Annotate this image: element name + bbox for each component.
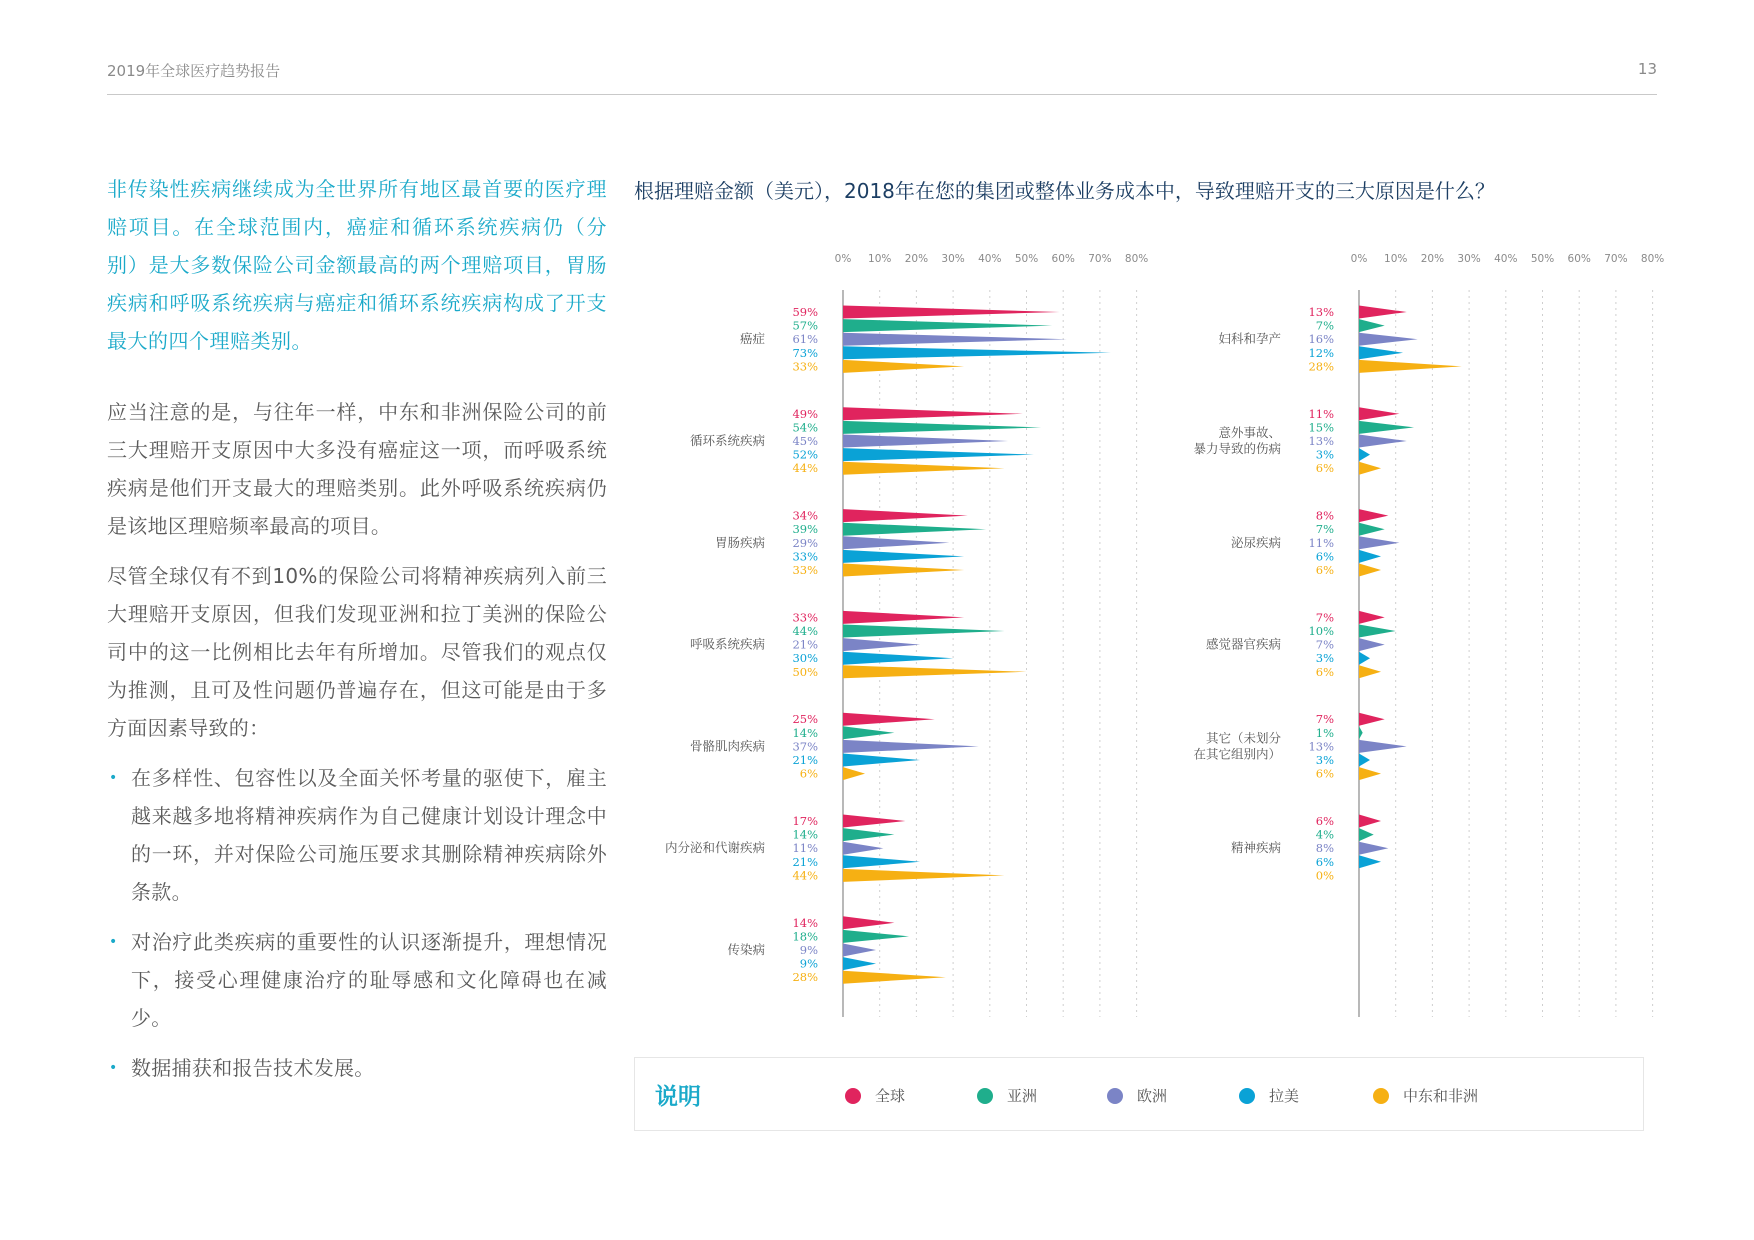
tick-label: 40% [978, 253, 1002, 265]
bar [1359, 306, 1407, 319]
data-label: 9% [799, 943, 818, 957]
data-label: 4% [1315, 827, 1334, 842]
bar [1359, 523, 1385, 536]
legend-item-europe [1107, 1085, 1167, 1106]
data-label: 3% [1315, 447, 1334, 462]
bar [843, 550, 964, 563]
data-label: 33% [792, 549, 818, 564]
data-label: 33% [792, 563, 818, 577]
bar [843, 611, 964, 624]
bullet-text: 数据捕获和报告技术发展。 [131, 1056, 375, 1080]
bar [1359, 652, 1370, 665]
bar [843, 360, 964, 373]
bar [1359, 346, 1403, 359]
tick-label: 70% [1604, 253, 1628, 265]
tick-label: 0% [834, 253, 852, 265]
legend-label: 全球 [875, 1087, 906, 1105]
data-label: 11% [792, 841, 818, 856]
bar [843, 767, 865, 780]
data-label: 9% [799, 956, 818, 971]
bar [843, 536, 949, 549]
legend-item-latam [1239, 1085, 1299, 1106]
bar [843, 842, 883, 855]
legend-swatch-icon [977, 1088, 993, 1104]
data-label: 28% [1308, 359, 1334, 374]
bar [1359, 407, 1399, 420]
data-label: 21% [792, 854, 818, 869]
tick-label: 10% [868, 253, 892, 265]
bar [1359, 625, 1396, 638]
bar [1359, 319, 1385, 332]
body-paragraph-1: 应当注意的是，与往年一样，中东和非洲保险公司的前三大理赔开支原因中大多没有癌症这一项，而呼吸系统疾病是他们开支最大的理赔类别。此外呼吸系统疾病仍是该地区理赔频率最高的项目。 [107, 400, 607, 538]
data-label: 33% [792, 359, 818, 374]
tick-label: 0% [1350, 253, 1368, 265]
data-label: 3% [1315, 651, 1334, 666]
bar [843, 435, 1008, 448]
bar [843, 740, 979, 753]
data-label: 21% [792, 637, 818, 652]
legend-label: 中东和非洲 [1403, 1087, 1479, 1105]
category-label: 传染病 [727, 942, 765, 957]
data-label: 6% [799, 766, 818, 781]
data-label: 6% [1315, 664, 1334, 679]
bar [843, 333, 1067, 346]
legend-swatch-icon [845, 1088, 861, 1104]
tick-label: 80% [1124, 253, 1149, 265]
tick-label: 60% [1567, 253, 1591, 265]
bar [843, 944, 876, 957]
bar [843, 930, 909, 943]
tick-label: 30% [1457, 253, 1481, 265]
page-number: 13 [1637, 60, 1657, 78]
tick-label: 20% [1420, 253, 1445, 265]
bar [1359, 550, 1381, 563]
data-label: 18% [792, 929, 818, 944]
legend-label: 拉美 [1269, 1087, 1300, 1105]
bar [843, 652, 953, 665]
tick-label: 10% [1384, 253, 1408, 265]
data-label: 7% [1315, 637, 1334, 652]
bar [1359, 842, 1388, 855]
data-label: 7% [1315, 522, 1334, 537]
bar [843, 407, 1023, 420]
bar [1359, 855, 1381, 868]
category-label: 暴力导致的伤病 [1193, 441, 1281, 456]
data-label: 54% [792, 420, 818, 435]
data-label: 3% [1315, 753, 1334, 767]
category-label: 癌症 [739, 331, 765, 347]
legend-title: 说明 [655, 1084, 701, 1110]
data-label: 10% [1308, 624, 1334, 638]
bar [1359, 448, 1370, 461]
bar [1359, 754, 1370, 767]
bar [843, 625, 1004, 638]
bar [843, 564, 964, 577]
data-label: 8% [1315, 841, 1334, 856]
data-label: 6% [1315, 563, 1334, 577]
data-label: 29% [792, 535, 818, 550]
legend-swatch-icon [1239, 1088, 1255, 1104]
data-label: 6% [1315, 549, 1334, 564]
category-label: 精神疾病 [1230, 840, 1281, 856]
bar [1359, 713, 1385, 726]
data-label: 6% [1315, 461, 1334, 476]
data-label: 73% [792, 345, 818, 360]
data-label: 7% [1315, 712, 1334, 727]
bullet-icon: • [109, 770, 118, 786]
bar [843, 726, 894, 739]
data-label: 28% [792, 970, 818, 985]
legend-item-mea [1373, 1085, 1478, 1106]
data-label: 12% [1308, 345, 1334, 360]
data-label: 44% [792, 461, 818, 476]
bar [1359, 333, 1418, 346]
category-label: 感觉器官疾病 [1205, 636, 1281, 652]
tick-label: 50% [1014, 253, 1039, 265]
data-label: 1% [1315, 725, 1334, 740]
bar [1359, 740, 1407, 753]
bar [1359, 611, 1385, 624]
bar [843, 815, 905, 828]
tick-label: 70% [1088, 253, 1112, 265]
chart-title: 根据理赔金额（美元），2018年在您的集团或整体业务成本中，导致理赔开支的三大原因是什么？ [634, 179, 1495, 203]
bar [1359, 462, 1381, 475]
data-label: 33% [792, 610, 818, 625]
report-title: 2019年全球医疗趋势报告 [107, 62, 281, 80]
data-label: 61% [792, 332, 818, 347]
bullet-text: 在多样性、包容性以及全面关怀考量的驱使下，雇主越来越多地将精神疾病作为自己健康计划设计理念中的一环，并对保险公司施压要求其删除精神疾病除外条款。 [131, 766, 607, 904]
bar [843, 448, 1034, 461]
data-label: 11% [1308, 406, 1334, 421]
bar [1359, 726, 1363, 739]
category-label: 胃肠疾病 [714, 534, 765, 550]
bar [843, 421, 1041, 434]
bar [843, 713, 935, 726]
bar [1359, 360, 1462, 373]
category-label: 妇科和孕产 [1218, 331, 1281, 347]
data-label: 0% [1315, 868, 1334, 883]
tick-label: 40% [1494, 253, 1518, 265]
data-label: 57% [792, 318, 818, 333]
bar [843, 971, 946, 984]
legend-swatch-icon [1373, 1088, 1389, 1104]
bar [1359, 421, 1414, 434]
bar [1359, 509, 1388, 522]
bar [843, 462, 1004, 475]
data-label: 52% [792, 447, 818, 462]
bar [843, 638, 920, 651]
bar [1359, 435, 1407, 448]
data-label: 49% [792, 406, 818, 421]
bar [843, 346, 1111, 359]
data-label: 13% [1308, 434, 1334, 448]
tick-label: 80% [1640, 253, 1665, 265]
data-label: 8% [1315, 508, 1334, 523]
legend-label: 欧洲 [1137, 1087, 1168, 1105]
tick-label: 20% [904, 253, 929, 265]
data-label: 16% [1308, 332, 1334, 347]
data-label: 13% [1308, 739, 1334, 754]
bar [1359, 638, 1385, 651]
data-label: 14% [792, 915, 818, 930]
bar [843, 855, 920, 868]
category-label: 骨骼肌肉疾病 [689, 738, 765, 754]
category-label: 循环系统疾病 [689, 433, 765, 448]
category-label: 其它（未划分 [1205, 730, 1281, 746]
data-label: 45% [792, 434, 818, 448]
tick-label: 60% [1051, 253, 1075, 265]
category-label: 泌尿疾病 [1230, 534, 1281, 550]
data-label: 15% [1308, 420, 1334, 435]
data-label: 6% [1315, 814, 1334, 828]
data-label: 50% [792, 664, 818, 679]
bar [843, 916, 894, 929]
data-label: 39% [792, 522, 818, 537]
data-label: 44% [792, 868, 818, 883]
bullet-text: 对治疗此类疾病的重要性的认识逐渐提升，理想情况下，接受心理健康治疗的耻辱感和文化障碍也在减少。 [131, 930, 607, 1030]
data-label: 17% [792, 814, 818, 828]
data-label: 6% [1315, 766, 1334, 781]
bar [843, 869, 1004, 882]
bar [1359, 767, 1381, 780]
category-label: 内分泌和代谢疾病 [664, 840, 765, 856]
tick-label: 30% [941, 253, 965, 265]
category-label: 意外事故、 [1218, 425, 1281, 440]
bar [1359, 815, 1381, 828]
bar [1359, 828, 1374, 841]
bar [843, 828, 894, 841]
data-label: 37% [792, 739, 818, 754]
data-label: 11% [1308, 535, 1334, 550]
data-label: 14% [792, 725, 818, 740]
tick-label: 50% [1530, 253, 1555, 265]
data-label: 59% [792, 305, 818, 319]
bar [843, 509, 968, 522]
bar [1359, 665, 1381, 678]
data-label: 14% [792, 827, 818, 842]
category-label: 在其它组别内） [1193, 746, 1281, 762]
legend-item-asia [977, 1085, 1037, 1106]
data-label: 34% [792, 508, 818, 523]
bar [843, 523, 986, 536]
data-label: 7% [1315, 318, 1334, 333]
bar [1359, 536, 1399, 549]
legend-item-global [845, 1085, 905, 1106]
bar [843, 306, 1060, 319]
data-label: 21% [792, 753, 818, 767]
category-label: 呼吸系统疾病 [689, 636, 765, 652]
legend [634, 1057, 1644, 1131]
legend-swatch-icon [1107, 1088, 1123, 1104]
bullet-icon: • [109, 934, 118, 950]
data-label: 6% [1315, 854, 1334, 869]
bar [843, 319, 1052, 332]
data-label: 7% [1315, 610, 1334, 625]
data-label: 25% [792, 712, 818, 727]
intro-paragraph: 非传染性疾病继续成为全世界所有地区最首要的医疗理赔项目。在全球范围内，癌症和循环系统疾病仍（分别）是大多数保险公司金额最高的两个理赔项目，胃肠疾病和呼吸系统疾病与癌症和循环系统疾病构成了开支最大的四个理赔类别。 [107, 177, 607, 353]
data-label: 44% [792, 624, 818, 638]
bar [1359, 564, 1381, 577]
data-label: 30% [792, 651, 818, 666]
legend-label: 亚洲 [1007, 1087, 1038, 1105]
body-paragraph-2: 尽管全球仅有不到10%的保险公司将精神疾病列入前三大理赔开支原因，但我们发现亚洲和拉丁美洲的保险公司中的这一比例相比去年有所增加。尽管我们的观点仅为推测，且可及性问题仍普遍存在，但这可能是由于多方面因素导致的： [107, 564, 607, 740]
bar [843, 665, 1027, 678]
data-label: 13% [1308, 305, 1334, 319]
bar [843, 754, 920, 767]
bullet-icon: • [109, 1060, 118, 1076]
bar [843, 957, 876, 970]
